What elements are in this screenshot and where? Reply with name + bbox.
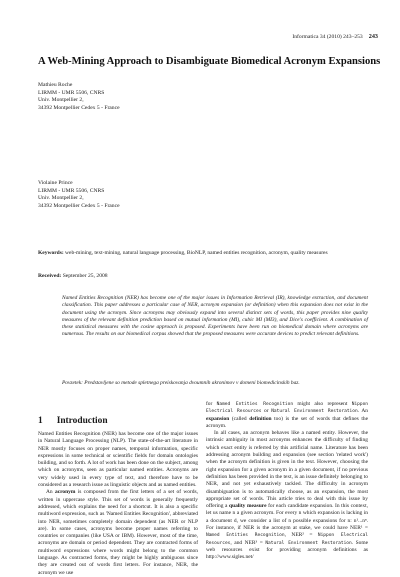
text-run: In all cases, an acronym behaves like a named entity. However, the intrinsic ambiguity in most acronyms enhances the difficulty of finding which exact entity is referred by this artificial name. Literature has been addressing acronym building and expansion (see section 'related work') when the acronym definition is given in the text. However, choosing the right expansion for a given acronym in a given document, if no previous definition has been provided in the text, is an issue definitely belonging to NER, and not yet exhaustively tackled. The difficulty in acronym disambiguation is to automatically choose, as an expansion, the most appropriate set of words. This article tries to deal with this issue by offering a (206, 430, 368, 510)
text-run: too) is the set of words that defines the acronym. (206, 415, 368, 429)
text-run: might also represent (293, 401, 352, 407)
text-run: An (46, 489, 55, 496)
text-run: , NER² = (284, 532, 318, 539)
expansion-term: Named Entities Recognition (216, 402, 294, 407)
povzetek-text: Predstavljene so metode spletnega preiskovanja dvoumnih akronimov v domeni biomedicinskih baz. (82, 380, 300, 386)
text-run: . Some web resources exist for providing acronym definitions as http://www.sigles.net/ (206, 539, 368, 561)
paragraph (206, 401, 368, 430)
term-expansion: expansion (206, 415, 230, 422)
received-text: September 25, 2008 (61, 273, 108, 279)
text-run: (called (229, 415, 250, 422)
paper-title: A Web-Mining Approach to Disambiguate Biomedical Acronym Expansions (38, 56, 381, 67)
author-name: Violaine Prince (38, 180, 73, 186)
received-date (38, 273, 108, 279)
term-quality-measure: quality measure (229, 503, 267, 510)
section-number: 1 (38, 416, 43, 426)
received-label: Received: (38, 273, 62, 279)
author-name: Mathieu Roche (38, 82, 73, 88)
term-definition: definition (249, 415, 272, 422)
author-block-2 (38, 180, 238, 210)
section-title: Introduction (56, 416, 108, 426)
keywords-text: web-mining, text-mining, natural language processing, BioNLP, named entities recognition, acronym, quality measures (63, 250, 328, 256)
abstract: Named Entities Recognition (NER) has become one of the major issues in Information Retrieval (IR), knowledge extraction, and document classification. This paper addresses a particular case of NER, acronym expansion (or definition) when this expansion does not exist in the document using the acronym. Since acronyms may obviously expand into several distinct sets of words, this paper provides nine quality measures of the relevant definition prediction based on mutual information (MI), cubic MI (MI3), and Dice's coefficient. A combination of these statistical measures with the cosine approach is proposed. Experiments have been run on biomedical domain where acronyms are numerous. The results on our biomedical corpus showed that the proposed measures were accurate devices to predict relevant definitions. (62, 295, 368, 338)
text-run: is composed from the first letters of a set of words, written in uppercase style. This set of words is generally frequently addressed, which explains the need for a shortcut. It is also a specific multiword expression, such as 'Named Entities Recognition', abbreviated into NER, sometimes completely domain dependent (as NER or NLP are). In some cases, acronyms become proper names referring to countries or companies (like USA or IBM). However, most of the time, acronyms are domain or period dependent. They are contracted forms of multiword expressions where words might belong to the common language. As contracted forms, they might be highly ambiguous since they are created out of words first letters. For instance, NER, the acronym we use (38, 489, 198, 576)
paragraph (206, 430, 368, 561)
left-column (38, 431, 198, 577)
running-head (292, 33, 378, 40)
paragraph: Named Entities Recognition (NER) has become one of the major issues in Natural Language Processing (NLP). The state-of-the-art literature in NER mostly focuses on proper names, temporal information, specific expressions in some technical or scientific fields for domain ontologies building, and so forth. A lot of work has been done on the subject, among which on acronyms, seen as particular named entities. Acronyms are very widely used in every type of text, and therefore have to be considered as a research issue as linguistic objects and as named entities. (38, 431, 198, 489)
text-run: , and NER³ = (230, 539, 266, 546)
right-column (206, 401, 368, 562)
author-block-1 (38, 82, 238, 112)
section-heading (38, 416, 108, 426)
text-run: or (261, 408, 272, 415)
journal-citation: Informatica 34 (2010) 243–253 (292, 34, 363, 40)
expansion-term: Nippon Electrical Resources (206, 533, 368, 546)
author-affiliation: Univ. Montpellier 2, (38, 195, 84, 202)
text-run: for each candidate expansion. In this context, let us name n a given acronym. For every n which expansion is lacking in a document d, we consider a list of n possible expansions for n: n¹...nⁿ. For instance, if NER is the acronym at stake, we could have NER¹ = (206, 503, 368, 532)
expansion-term: Natural Environment Restoration (265, 540, 352, 546)
text-run: for (206, 401, 217, 407)
expansion-term: Named Entities Recognition (206, 533, 285, 539)
author-address: 34392 Montpellier Cedex 5 - France (38, 202, 120, 209)
author-affiliation: LIRMM - UMR 5506, CNRS (38, 187, 105, 194)
expansion-term: Nippon Electrical Resources (206, 402, 368, 415)
povzetek-label: Povzetek: (62, 380, 83, 386)
term-acronym: acronym (54, 489, 76, 496)
keywords-label: Keywords: (38, 250, 64, 256)
paragraph (38, 489, 198, 577)
expansion-term: Natural Environment Restoration (271, 409, 358, 415)
page-number: 243 (368, 33, 378, 40)
povzetek (62, 380, 368, 387)
author-affiliation: LIRMM - UMR 5506, CNRS (38, 89, 105, 96)
author-affiliation: Univ. Montpellier 2, (38, 97, 84, 104)
text-run: . An (357, 408, 368, 415)
keywords (38, 250, 368, 258)
author-address: 34392 Montpellier Cedex 5 - France (38, 104, 120, 111)
